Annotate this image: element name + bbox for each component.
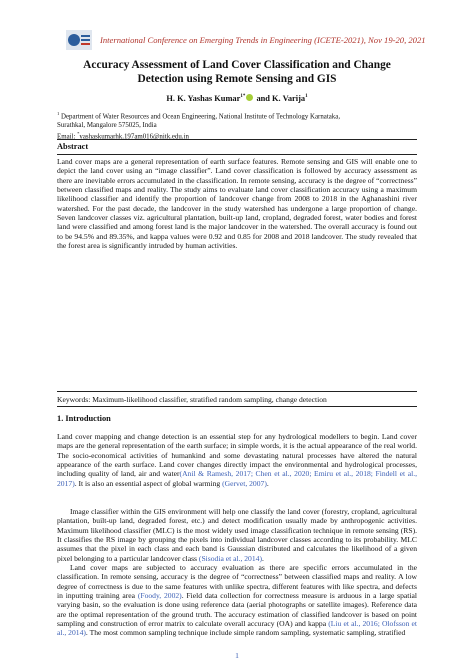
abstract-text: Land cover maps are a general representation of earth surface features. Remote sensing and GIS will enable one to depict the land cover using an “image classifier”. Land cover classification is followed by accuracy assessment as there are inevitable errors accumulated in the classification. In remote sensing, accuracy is the degree of “correctness” between classified maps and reality. The study aims to evaluate land cover classification accuracy using a maximum likelihood classifier and identify the proportion of landcover change from 2008 to 2018 in the Aghanashini river watershed. For the past decade, the landcover in the study watershed has undergone a large proportion of change. Seven landcover classes viz. agricultural plantation, built-up land, cropland, degraded forest, water bodies and forest land were classified and among forest land is the major landcover in the watershed. The overall accuracy is found out to be 94.5% and 89.35%, and kappa values were 0.92 and 0.85 for 2008 and 2018 landcover. The study revealed that the forest area is significantly intruded by human activities.	[57, 157, 417, 251]
intro-p1-text-2: . It is also an essential aspect of global warming	[74, 478, 221, 488]
author-2: and K. Varija	[254, 94, 306, 103]
orcid-icon[interactable]	[246, 94, 253, 101]
keywords: Keywords: Maximum-likelihood classifier, stratified random sampling, change detection	[57, 395, 327, 404]
author-list	[40, 94, 434, 103]
citation-link[interactable]: (Foody, 2002)	[137, 591, 182, 601]
intro-paragraph-2	[57, 507, 417, 563]
intro-p3-text-2: . Field data collection for correctness measure is arduous in a large spatial varying basin, so the evaluation is done using reference data (aerial photographs or satellite images). Reference data are the optimal representation of the ground truth. The accuracy estimation of classified landcover is based on point sampling and construction of error matrix to calculate overall accuracy (OA) and kappa	[57, 591, 417, 629]
page-number: 1	[235, 651, 239, 660]
intro-paragraph-1	[57, 432, 417, 488]
title-line-2: Detection using Remote Sensing and GIS	[137, 73, 337, 85]
intro-p3-end: . The most common sampling technique include simple random sampling, systematic sampling, stratified	[85, 628, 406, 638]
intro-p2-end: .	[261, 553, 264, 563]
email-sup: *	[77, 131, 80, 137]
intro-p1-text: Land cover mapping and change detection is an essential step for any hydrological modellers to begin. Land cover maps are the general representation of the earth surface; in simple words, it is the actual appearance of the real world. The socio-economical activities of humankind and some devastating natural processes have altered the natural appearance of the earth surface. Land cover changes directly impact the environmental and hydrological processes, including quality of land, air and water	[57, 432, 417, 479]
author-1: H. K. Yashas Kumar	[166, 94, 241, 103]
abstract-heading: Abstract	[57, 142, 89, 151]
author-2-sup: 1	[305, 94, 308, 100]
intro-p3-text: Land cover maps are subjected to accuracy evaluation as there are specific errors accumulated in the classification. In remote sensing, accuracy is the degree of “correctness” between classified maps and reality. A low degree of correctness is due to the same features with unlike spectra, different features with like spectra, and defects in inputting training area	[57, 563, 417, 601]
conference-name: International Conference on Emerging Trends in Engineering (ICETE-2021), Nov 19-20, 2021	[100, 35, 426, 45]
conference-logo	[66, 30, 92, 50]
author-1-sup: 1*	[240, 94, 246, 100]
intro-p2-text: Image classifier within the GIS environment will help one classify the land cover (forestry, cropland, agricultural plantation, built-up land, degraded forest, etc.) and detect modification usually made by anthropogenic activities. Maximum likelihood classifier (MLC) is the most widely used image classification technique in remote sensing (RS). It classifies the RS image by grouping the pixels into individual landcover classes according to its probability. MLC assumes that the pixel in each class and each band is Gaussian distributed and calculates the likelihood of a given pixel belonging to a particular landcover class	[57, 507, 417, 563]
divider-top	[57, 139, 417, 140]
citation-link[interactable]: (Anil & Ramesh, 2017; Chen et al., 2020; Emiru et al., 2018; Findell et al., 2017)	[57, 469, 417, 488]
citation-link[interactable]: (Sisodia et al., 2014)	[198, 553, 262, 563]
affiliation-block	[57, 110, 437, 142]
affil-line-1: Department of Water Resources and Ocean Engineering, National Institute of Technology Karnataka,	[59, 113, 341, 121]
title-line-1: Accuracy Assessment of Land Cover Classification and Change	[83, 59, 391, 71]
divider-abstract	[57, 154, 417, 155]
divider-keywords-bottom	[57, 406, 417, 407]
intro-heading: 1. Introduction	[57, 414, 111, 423]
email-label: Email:	[57, 133, 78, 141]
intro-paragraph-3	[57, 563, 417, 638]
intro-p1-end: .	[266, 478, 269, 488]
affil-sup: 1	[57, 111, 60, 116]
divider-keywords-top	[57, 391, 417, 392]
conference-header	[66, 30, 426, 52]
author-email[interactable]: yashaskumarhk.197am016@nitk.edu.in	[79, 133, 189, 141]
citation-link[interactable]: (Gervet, 2007)	[222, 478, 267, 488]
paper-title	[40, 58, 434, 86]
citation-link[interactable]: (Liu et al., 2016; Olofsson et al., 2014)	[57, 619, 418, 638]
affil-line-2: Surathkal, Mangalore 575025, India	[57, 121, 157, 129]
